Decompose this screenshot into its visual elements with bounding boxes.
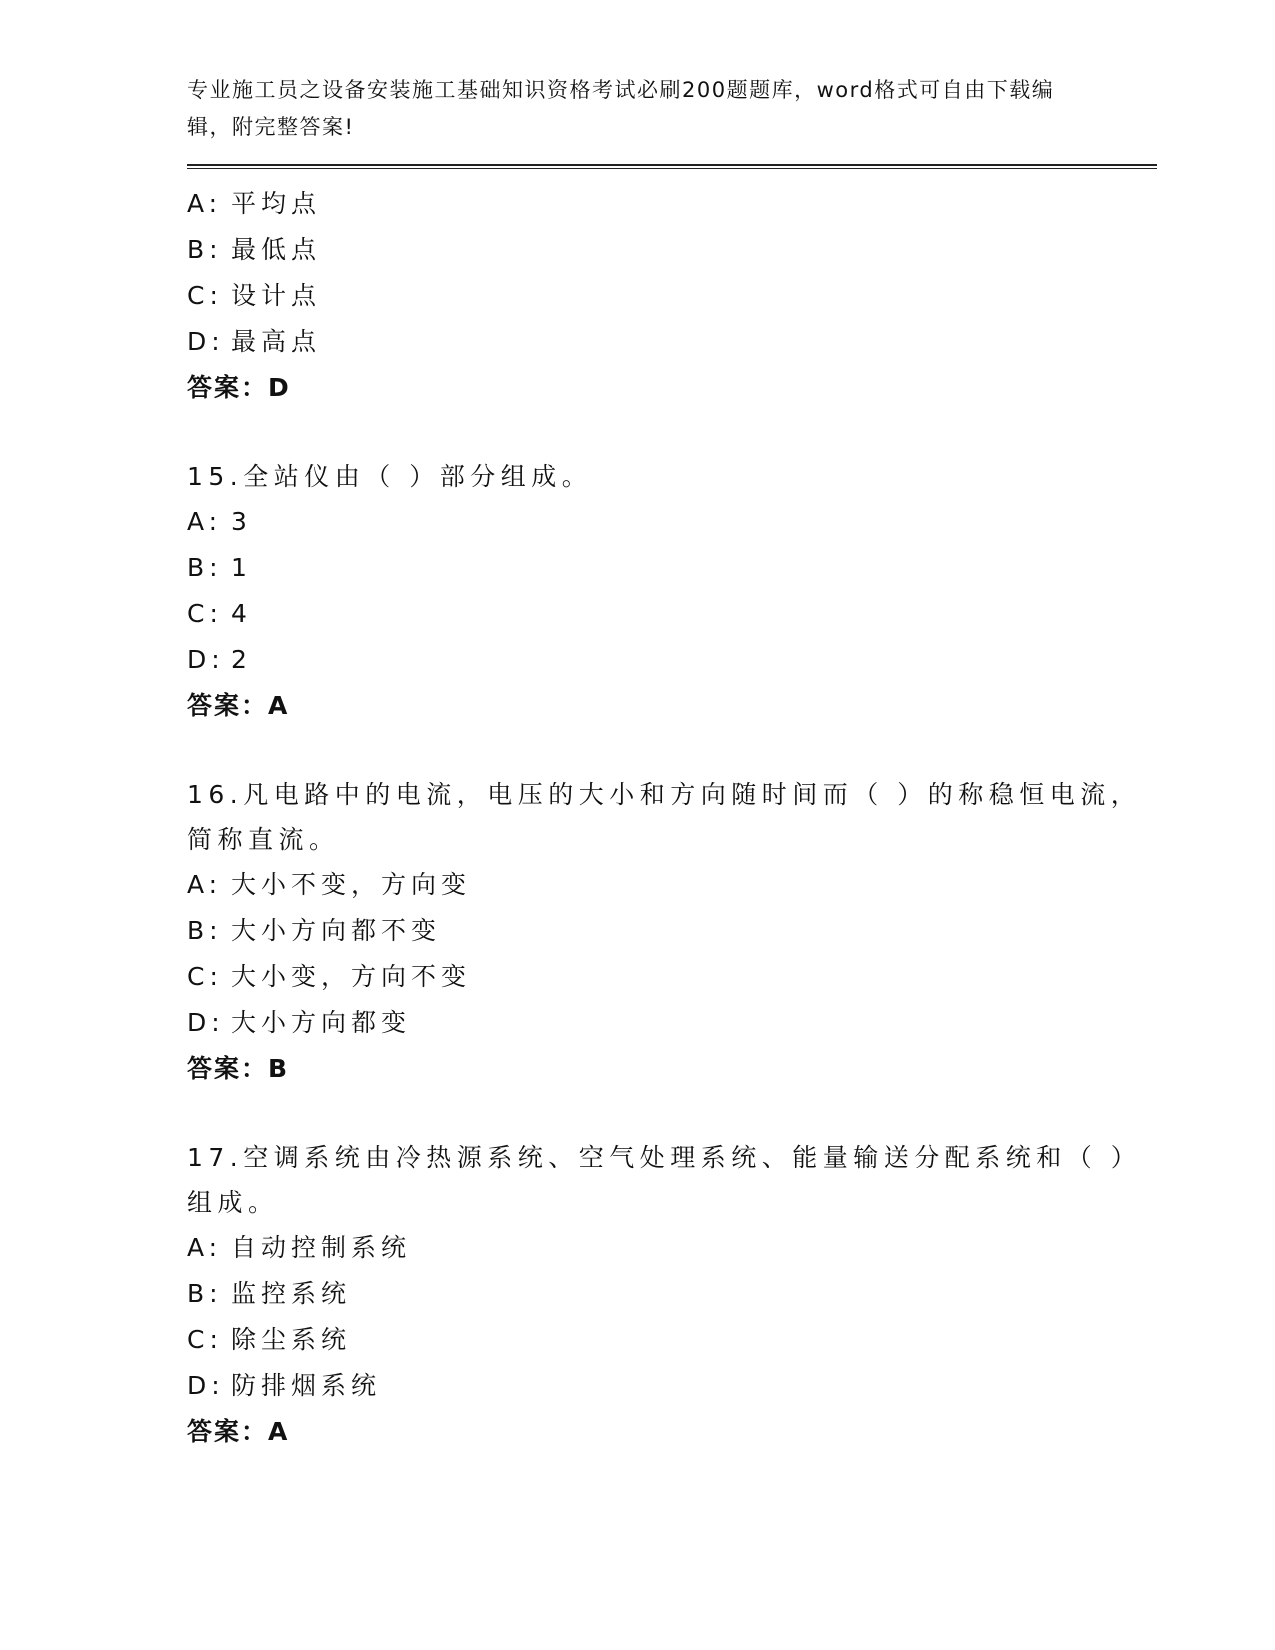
option-text: 大小不变，方向变	[231, 870, 472, 899]
option-text: 大小变，方向不变	[231, 962, 472, 991]
option-text: 大小方向都不变	[231, 916, 442, 945]
document-header-title: 专业施工员之设备安装施工基础知识资格考试必刷200题题库，word格式可自由下载编辑，附完整答案!	[187, 78, 1055, 139]
answer-line	[187, 1046, 1157, 1092]
header-divider	[187, 164, 1157, 169]
option-key: D:	[187, 1371, 225, 1400]
option-d	[187, 319, 1157, 365]
question-15	[187, 454, 1157, 729]
option-key: D:	[187, 1008, 225, 1037]
option-key: C:	[187, 1325, 223, 1354]
option-d	[187, 1000, 1157, 1046]
option-a	[187, 862, 1157, 908]
option-c	[187, 954, 1157, 1000]
answer-label: 答案：	[187, 1417, 269, 1446]
option-c	[187, 591, 1157, 637]
option-text: 自动控制系统	[231, 1233, 412, 1262]
option-a	[187, 499, 1157, 545]
question-stem: 17.空调系统由冷热源系统、空气处理系统、能量输送分配系统和（ ）组成。	[187, 1143, 1142, 1217]
answer-label: 答案：	[187, 373, 269, 402]
option-key: C:	[187, 962, 223, 991]
option-key: A:	[187, 1233, 223, 1262]
option-text: 除尘系统	[231, 1325, 352, 1354]
option-text: 大小方向都变	[231, 1008, 412, 1037]
option-b	[187, 908, 1157, 954]
question-stem: 16.凡电路中的电流，电压的大小和方向随时间而（ ）的称稳恒电流，简称直流。	[187, 780, 1142, 854]
option-c	[187, 1317, 1157, 1363]
option-text: 最高点	[231, 327, 322, 356]
option-text: 防排烟系统	[231, 1371, 382, 1400]
option-a	[187, 181, 1157, 227]
answer-value: A	[268, 1417, 290, 1446]
option-text: 设计点	[231, 281, 322, 310]
option-d	[187, 1363, 1157, 1409]
option-key: C:	[187, 599, 223, 628]
option-b	[187, 227, 1157, 273]
answer-label: 答案：	[187, 691, 269, 720]
option-text: 最低点	[231, 235, 322, 264]
option-text: 监控系统	[231, 1279, 352, 1308]
option-key: A:	[187, 507, 223, 536]
option-text: 2	[231, 645, 252, 674]
option-d	[187, 637, 1157, 683]
option-key: A:	[187, 189, 223, 218]
option-text: 4	[231, 599, 252, 628]
question-list	[187, 181, 1157, 1455]
option-a	[187, 1225, 1157, 1271]
option-key: B:	[187, 553, 223, 582]
option-c	[187, 273, 1157, 319]
question-17	[187, 1135, 1157, 1455]
option-text: 平均点	[231, 189, 322, 218]
option-key: B:	[187, 1279, 223, 1308]
option-b	[187, 545, 1157, 591]
option-key: C:	[187, 281, 223, 310]
document-page	[187, 72, 1157, 1498]
option-key: B:	[187, 916, 223, 945]
answer-value: A	[268, 691, 290, 720]
option-text: 1	[231, 553, 252, 582]
option-key: D:	[187, 327, 225, 356]
question-partial	[187, 181, 1157, 411]
question-16	[187, 772, 1157, 1092]
option-text: 3	[231, 507, 252, 536]
answer-line	[187, 683, 1157, 729]
question-stem: 15.全站仪由（ ）部分组成。	[187, 462, 593, 491]
answer-line	[187, 365, 1157, 411]
answer-line	[187, 1409, 1157, 1455]
answer-label: 答案：	[187, 1054, 269, 1083]
option-key: A:	[187, 870, 223, 899]
option-key: D:	[187, 645, 225, 674]
option-b	[187, 1271, 1157, 1317]
option-key: B:	[187, 235, 223, 264]
answer-value: B	[268, 1054, 290, 1083]
answer-value: D	[268, 373, 291, 402]
